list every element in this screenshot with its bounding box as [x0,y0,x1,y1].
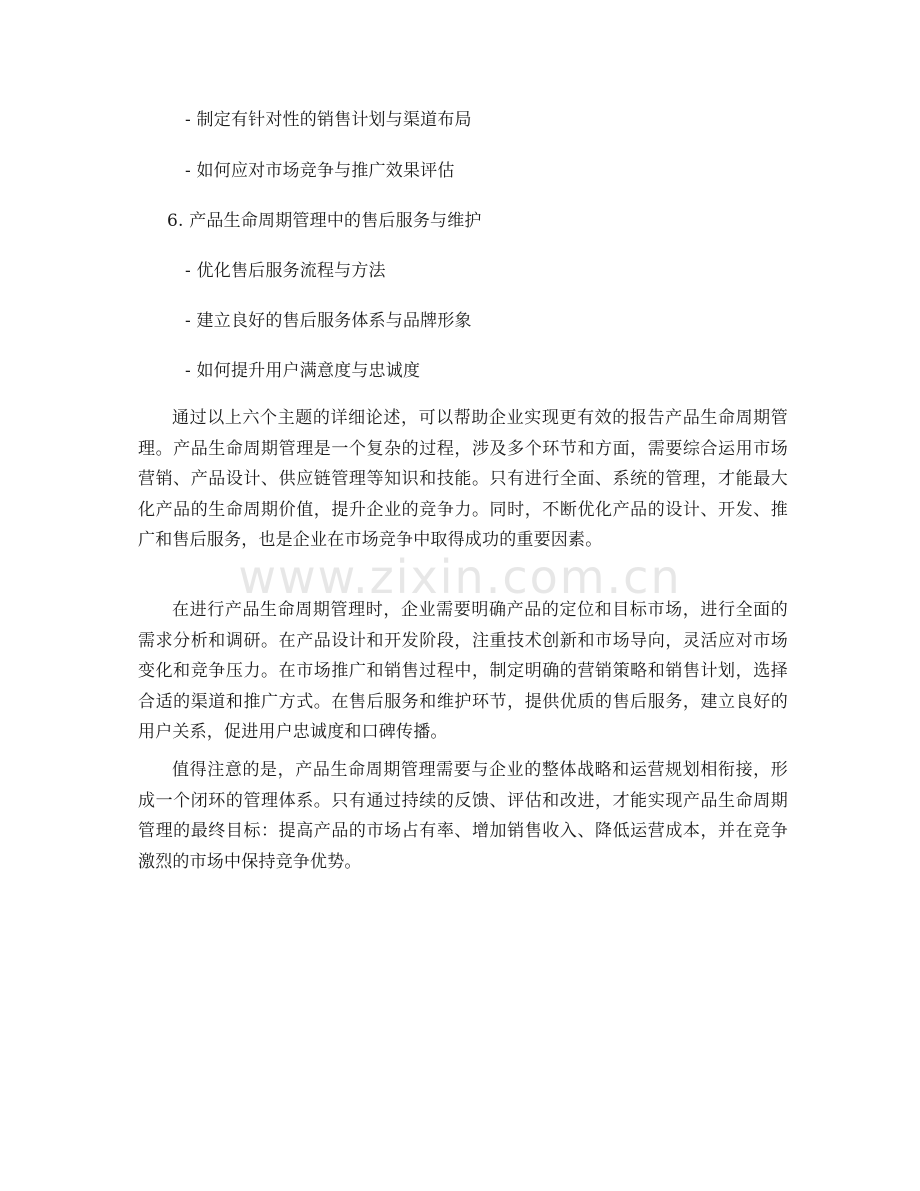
bullet-item: - 建立良好的售后服务体系与品牌形象 [185,311,472,331]
bullet-item: - 如何提升用户满意度与忠诚度 [185,361,421,381]
bullet-item: - 如何应对市场竞争与推广效果评估 [185,161,455,181]
body-paragraph: 在进行产品生命周期管理时，企业需要明确产品的定位和目标市场，进行全面的需求分析和调研。在产品设计和开发阶段，注重技术创新和市场导向，灵活应对市场变化和竞争压力。在市场推广和销售过程中，制定明确的营销策略和销售计划，选择合适的渠道和推广方式。在售后服务和维护环节，提供优质的售后服务，建立良好的用户关系，促进用户忠诚度和口碑传播。 [138,600,788,743]
section-heading: 6. 产品生命周期管理中的售后服务与维护 [167,211,482,231]
body-paragraph: 值得注意的是，产品生命周期管理需要与企业的整体战略和运营规划相衔接，形成一个闭环的管理体系。只有通过持续的反馈、评估和改进，才能实现产品生命周期管理的最终目标：提高产品的市场占有率、增加销售收入、降低运营成本，并在竞争激烈的市场中保持竞争优势。 [138,760,788,872]
watermark: www.zixin.com.cn [238,550,682,604]
body-paragraph: 通过以上六个主题的详细论述，可以帮助企业实现更有效的报告产品生命周期管理。产品生命周期管理是一个复杂的过程，涉及多个环节和方面，需要综合运用市场营销、产品设计、供应链管理等知识和技能。只有进行全面、系统的管理，才能最大化产品的生命周期价值，提升企业的竞争力。同时，不断优化产品的设计、开发、推广和售后服务，也是企业在市场竞争中取得成功的重要因素。 [138,408,788,551]
bullet-item: - 优化售后服务流程与方法 [185,261,386,281]
bullet-item: - 制定有针对性的销售计划与渠道布局 [185,110,472,130]
